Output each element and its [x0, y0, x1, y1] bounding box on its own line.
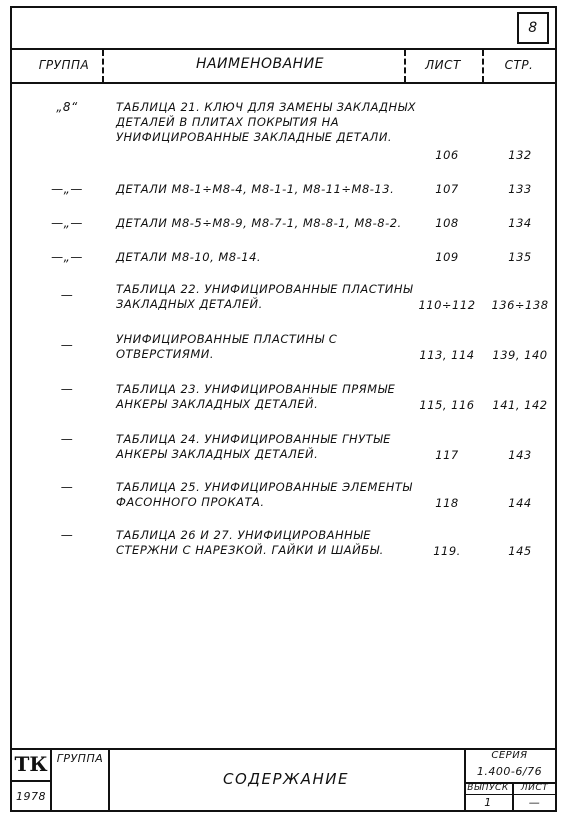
row-page: 141, 142	[492, 398, 548, 412]
header-group: ГРУППА	[38, 58, 90, 72]
row-sheet: 106	[435, 148, 459, 162]
row-name: УНИФИЦИРОВАННЫЕ ПЛАСТИНЫ С ОТВЕРСТИЯМИ.	[116, 332, 338, 361]
row-sheet: 108	[435, 216, 459, 230]
row-group: —	[60, 528, 74, 542]
row-name: ТАБЛИЦА 21. КЛЮЧ ДЛЯ ЗАМЕНЫ ЗАКЛАДНЫХ ДЕТАЛЕЙ В ПЛИТАХ ПОКРЫТИЯ НА УНИФИЦИРОВАННЫЕ ЗАКЛАДНЫЕ ДЕТАЛИ.	[116, 100, 416, 144]
stamp-series-value: 1.400-6/76	[476, 765, 543, 778]
row-name: ТАБЛИЦА 23. УНИФИЦИРОВАННЫЕ ПРЯМЫЕ АНКЕРЫ ЗАКЛАДНЫХ ДЕТАЛЕЙ.	[116, 382, 396, 411]
row-name: ТАБЛИЦА 26 И 27. УНИФИЦИРОВАННЫЕ СТЕРЖНИ С НАРЕЗКОЙ. ГАЙКИ И ШАЙБЫ.	[116, 528, 384, 557]
row-group: —	[60, 288, 74, 302]
row-page: 139, 140	[492, 348, 548, 362]
row-name: ТАБЛИЦА 24. УНИФИЦИРОВАННЫЕ ГНУТЫЕ АНКЕРЫ ЗАКЛАДНЫХ ДЕТАЛЕЙ.	[116, 432, 391, 461]
stamp-title: СОДЕРЖАНИЕ	[223, 770, 349, 788]
row-group: „8“	[56, 100, 78, 114]
row-group: —„—	[51, 216, 83, 230]
header-top-line	[12, 48, 555, 50]
row-page: 135	[508, 250, 532, 264]
row-name: ТАБЛИЦА 25. УНИФИЦИРОВАННЫЕ ЭЛЕМЕНТЫ ФАСОННОГО ПРОКАТА.	[116, 480, 413, 509]
stamp-year: 1978	[16, 790, 46, 803]
header-sheet: ЛИСТ	[425, 58, 461, 72]
stamp-issue-line	[464, 794, 555, 795]
row-name: ТАБЛИЦА 22. УНИФИЦИРОВАННЫЕ ПЛАСТИНЫ ЗАКЛАДНЫХ ДЕТАЛЕЙ.	[116, 282, 413, 311]
stamp-group-label: ГРУППА	[56, 752, 104, 765]
stamp-sheet-value: —	[528, 796, 541, 809]
document-sheet	[10, 6, 557, 812]
header-page: СТР.	[504, 58, 534, 72]
header-bottom-line	[12, 82, 555, 84]
stamp-issue-label: ВЫПУСК	[467, 783, 509, 793]
stamp-org: ТК	[14, 752, 48, 776]
row-group: —	[60, 382, 74, 396]
stamp-issue-value: 1	[484, 796, 492, 809]
stamp-sheet-label: ЛИСТ	[520, 783, 549, 793]
sheet-number-box	[517, 12, 549, 44]
row-sheet: 118	[435, 496, 459, 510]
row-group: —„—	[51, 250, 83, 264]
row-page: 132	[508, 148, 532, 162]
row-sheet: 109	[435, 250, 459, 264]
stamp-series-label: СЕРИЯ	[491, 750, 528, 761]
row-group: —	[60, 338, 74, 352]
row-page: 143	[508, 448, 532, 462]
header-divider-1	[102, 50, 104, 82]
row-sheet: 110÷112	[418, 298, 476, 312]
sheet-number: 8	[528, 20, 538, 36]
row-page: 136÷138	[491, 298, 549, 312]
row-group: —	[60, 480, 74, 494]
row-sheet: 113, 114	[419, 348, 475, 362]
row-group: —	[60, 432, 74, 446]
row-sheet: 107	[435, 182, 459, 196]
row-sheet: 119.	[433, 544, 461, 558]
stamp-org-line	[12, 780, 50, 782]
header-name: НАИМЕНОВАНИЕ	[195, 56, 325, 72]
row-page: 134	[508, 216, 532, 230]
row-sheet: 117	[435, 448, 459, 462]
row-page: 144	[508, 496, 532, 510]
row-name: ДЕТАЛИ М8-1÷М8-4, М8-1-1, М8-11÷М8-13.	[116, 182, 395, 196]
row-sheet: 115, 116	[419, 398, 475, 412]
row-page: 133	[508, 182, 532, 196]
row-group: —„—	[51, 182, 83, 196]
row-name: ДЕТАЛИ М8-10, М8-14.	[116, 250, 262, 264]
row-name: ДЕТАЛИ М8-5÷М8-9, М8-7-1, М8-8-1, М8-8-2.	[116, 216, 402, 230]
row-page: 145	[508, 544, 532, 558]
